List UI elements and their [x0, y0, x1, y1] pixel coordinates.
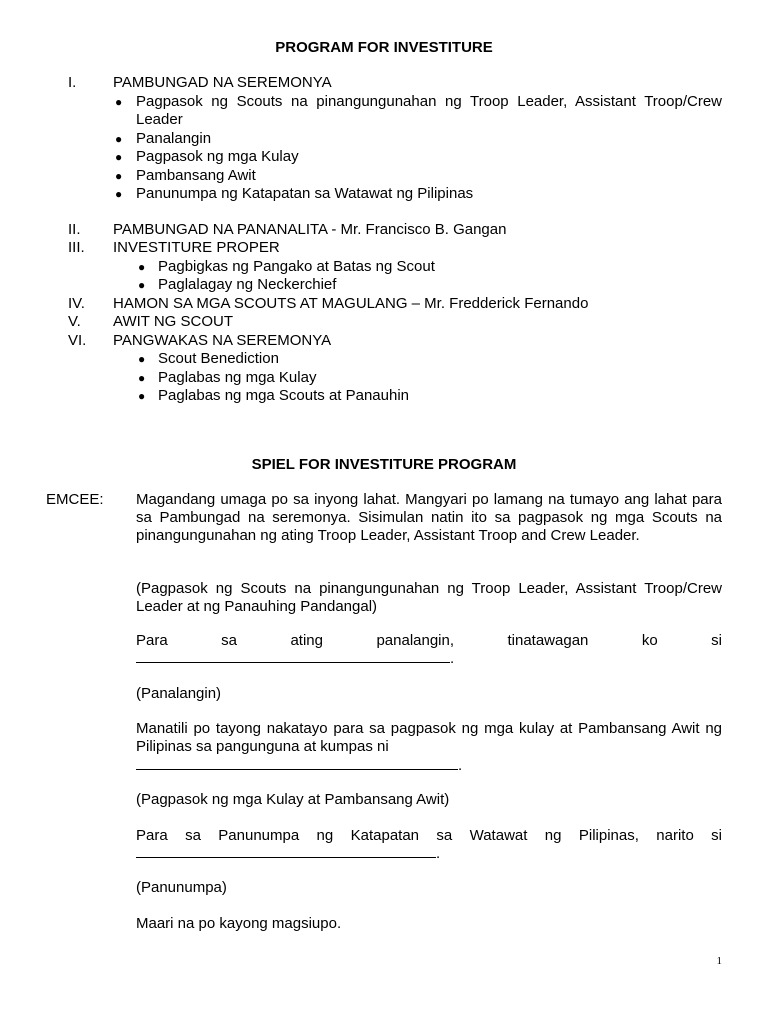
blank-line: . — [136, 845, 722, 863]
section-vi — [0, 332, 768, 351]
list-item — [0, 167, 768, 186]
program-title: PROGRAM FOR INVESTITURE — [275, 39, 493, 56]
section-iv — [0, 295, 768, 314]
bullet-icon: ● — [138, 259, 146, 274]
list-item — [0, 350, 768, 369]
bullet-icon: ● — [115, 187, 123, 201]
speaker-label: EMCEE: — [46, 491, 104, 508]
section-heading: PAMBUNGAD NA SEREMONYA — [113, 74, 332, 91]
section-number: V. — [68, 313, 81, 330]
list-item-text: Paglalagay ng Neckerchief — [158, 276, 337, 293]
section-number: IV. — [68, 294, 85, 312]
paragraph: Magandang umaga po sa inyong lahat. Mangyari po lamang na tumayo ang lahat para sa Pambungad na seremonya. Sisimulan natin ito sa pagpasok ng mga Scouts na pinangungunahan ng ating Troop Leader, Assistant Troop and Crew Leader. — [136, 491, 722, 545]
section-number: II. — [68, 220, 81, 238]
blank-line: . — [136, 650, 722, 668]
bullet-icon: ● — [115, 94, 123, 109]
stage-direction: (Pagpasok ng Scouts na pinangungunahan ng Troop Leader, Assistant Troop/Crew Leader at ng Panauhing Pandangal) — [136, 580, 722, 616]
program-outline — [0, 74, 768, 406]
section-ii — [0, 221, 768, 240]
fill-in-blank — [136, 757, 458, 770]
fill-in-blank — [136, 845, 436, 858]
list-item — [0, 258, 768, 277]
section-number: VI. — [68, 331, 87, 349]
list-item-text: Pagpasok ng mga Kulay — [136, 148, 299, 165]
bullet-icon: ● — [115, 131, 123, 146]
bullet-icon: ● — [138, 389, 146, 403]
paragraph: Manatili po tayong nakatayo para sa pagpasok ng mga kulay at Pambansang Awit ng Pilipinas sa pangunguna at kumpas ni — [136, 720, 722, 756]
fill-in-blank — [136, 650, 450, 663]
bullet-icon: ● — [138, 370, 146, 385]
section-number: III. — [68, 239, 85, 256]
spiel-title: SPIEL FOR INVESTITURE PROGRAM — [251, 456, 517, 473]
section-i — [0, 74, 768, 93]
list-item-text: Pambansang Awit — [136, 166, 256, 184]
section-iii — [0, 239, 768, 258]
bullet-icon: ● — [138, 278, 146, 292]
stage-direction: (Panalangin) — [136, 685, 222, 702]
list-item-text: Pagbigkas ng Pangako at Batas ng Scout — [158, 257, 435, 275]
section-heading: PAMBUNGAD NA PANANALITA - Mr. Francisco B. Gangan — [113, 220, 507, 238]
section-number: I. — [68, 74, 77, 91]
list-item — [0, 276, 768, 295]
list-item — [0, 387, 768, 406]
paragraph: Para sa Panunumpa ng Katapatan sa Watawat ng Pilipinas, narito si — [136, 827, 722, 844]
bullet-icon: ● — [115, 168, 123, 183]
stage-direction: (Panunumpa) — [136, 879, 227, 896]
paragraph: Para sa ating panalangin, tinatawagan ko si — [136, 632, 722, 649]
list-item-text: Panalangin — [136, 129, 212, 147]
section-heading: INVESTITURE PROPER — [113, 239, 280, 256]
list-item — [0, 148, 768, 167]
list-item-text: Panunumpa ng Katapatan sa Watawat ng Pilipinas — [136, 185, 474, 202]
list-item-text: Paglabas ng mga Scouts at Panauhin — [158, 387, 410, 404]
page-number: 1 — [716, 955, 722, 967]
bullet-icon: ● — [115, 150, 123, 164]
section-heading: AWIT NG SCOUT — [113, 313, 233, 330]
list-item — [0, 130, 768, 149]
section-heading: HAMON SA MGA SCOUTS AT MAGULANG – Mr. Fredderick Fernando — [113, 294, 589, 312]
stage-direction: (Pagpasok ng mga Kulay at Pambansang Awit) — [136, 791, 450, 808]
section-heading: PANGWAKAS NA SEREMONYA — [113, 331, 332, 349]
list-item-text: Pagpasok ng Scouts na pinangungunahan ng Troop Leader, Assistant Troop/Crew Leader — [136, 92, 722, 128]
list-item-text: Paglabas ng mga Kulay — [158, 368, 317, 386]
list-item — [0, 93, 768, 130]
list-item — [0, 369, 768, 388]
section-v — [0, 313, 768, 332]
list-item — [0, 185, 768, 204]
paragraph: Maari na po kayong magsiupo. — [136, 915, 342, 932]
blank-line: . — [136, 757, 722, 775]
bullet-icon: ● — [138, 352, 146, 366]
list-item-text: Scout Benediction — [158, 350, 279, 367]
